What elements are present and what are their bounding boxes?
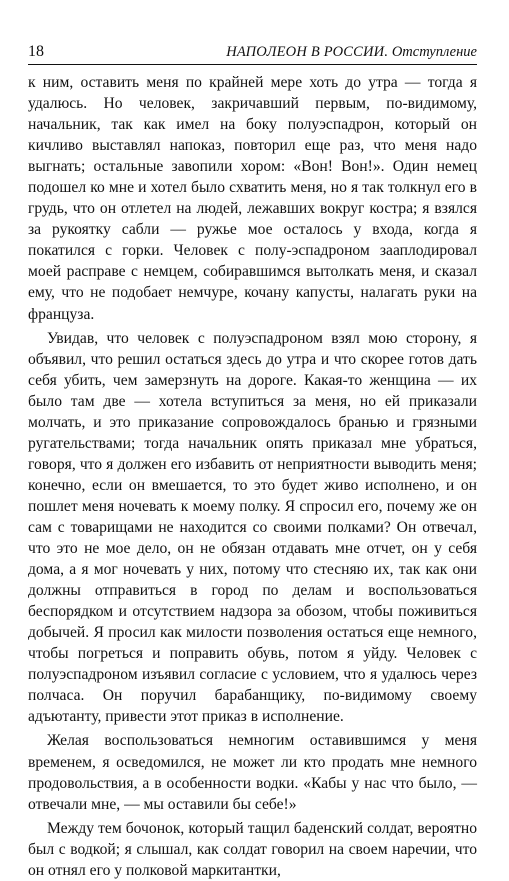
running-header [28, 42, 477, 65]
chapter-title: Отступление [391, 44, 477, 60]
paragraph: Увидав, что человек с полуэспадроном взял мою сторону, я объявил, что решил остаться здесь до утра и что скорее готов дать себя убить, чем замерзнуть на дороге. Какая-то женщина — их было там две — хотела вступиться за меня, но ей приказали молчать, и это приказание сопровождалось бранью и грязными ругательствами; тогда начальник опять приказал мне убраться, говоря, что я должен его избавить от неприятности выводить меня; конечно, если он вмешается, то это будет живо исполнено, и он пошлет меня ночевать к моему полку. Я спросил его, почему же он сам с товарищами не находится со своими полками? Он отвечал, что это не мое дело, он не обязан отдавать мне отчет, он у себя дома, а я мог ночевать у них, потому что стесняю их, так как они должны отправиться в город по делам и воспользоваться беспорядком и отсутствием надзора за обозом, чтобы поживиться добычей. Я просил как милости позволения остаться еще немного, чтобы погреться и поправить обувь, потом я уйду. Человек с полуэспадроном изъявил согласие с условием, что я удалюсь через полчаса. Он поручил барабанщику, по-видимому своему адъютанту, привести этот приказ в исполнение. [28, 329, 477, 726]
page-number: 18 [28, 43, 44, 60]
paragraph: Между тем бочонок, который тащил баденский солдат, вероятно был с водкой; я слышал, как солдат говорил на своем наречии, что он отнял его у полковой маркитантки, [28, 819, 477, 879]
paragraph: к ним, оставить меня по крайней мере хоть до утра — тогда я удалюсь. Но человек, закричавший первым, по-видимому, начальник, так как имел на боку полуэспадрон, который он кичливо выставлял напоказ, повторил еще раз, что меня надо выгнать; остальные завопили хором: «Вон! Вон!». Один немец подошел ко мне и хотел было схватить меня, но я так толкнул его в грудь, что он отлетел на людей, лежавших вокруг костра; я взялся за рукоятку сабли — ружье мое осталось у входа, когда я покатился с горки. Человек с полу-эспадроном зааплодировал моей расправе с немцем, собиравшимся вытолкать меня, и сказал ему, что не подобает немчуре, кочану капусты, налагать руки на француза. [28, 74, 477, 323]
book-title: НАПОЛЕОН В РОССИИ. [226, 44, 389, 60]
paragraph: Желая воспользоваться немногим оставившимся у меня временем, я осведомился, не может ли кто продать мне немного продовольствия, а в особенности водки. «Кабы у нас что было, — отвечали мне, — мы оставили бы себе!» [28, 732, 477, 813]
body-text [28, 72, 477, 881]
running-head [226, 42, 477, 62]
